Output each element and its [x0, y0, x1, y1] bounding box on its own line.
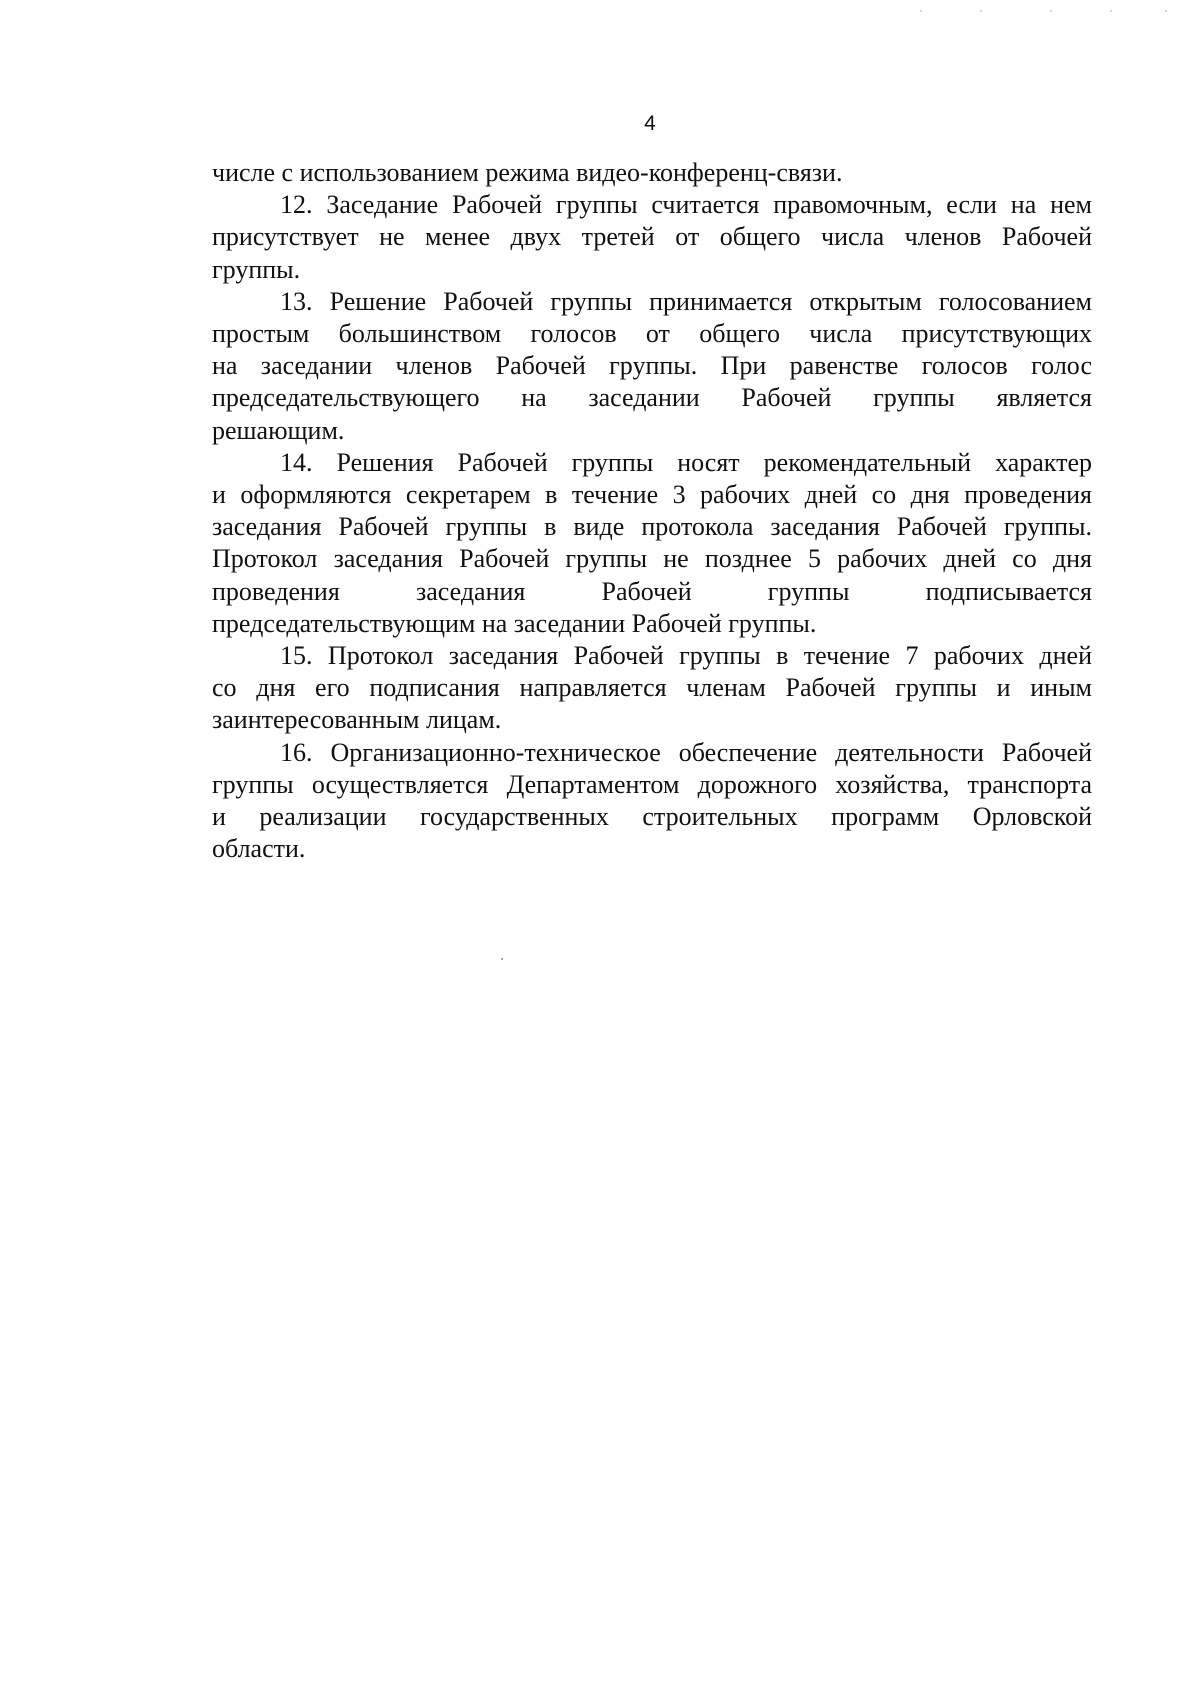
text-line: группы.	[212, 254, 301, 284]
text-line: 13. Решение Рабочей группы принимается открытым голосованием	[280, 286, 1092, 316]
paragraph-item-14	[212, 447, 1092, 640]
scan-artifact-marks	[920, 10, 1180, 16]
text-line: заинтересованным лицам.	[212, 705, 502, 735]
text-line: 12. Заседание Рабочей группы считается правомочным, если на нем	[280, 190, 1092, 220]
text-line: числе с использованием режима видео-конференц-связи.	[212, 158, 843, 187]
document-body	[212, 157, 1092, 865]
paragraph-item-13	[212, 286, 1092, 447]
page-number: 4	[644, 112, 656, 135]
paragraph-continuation	[212, 157, 1092, 189]
text-line: области.	[212, 834, 306, 864]
text-line: простым большинством голосов от общего числа присутствующих	[212, 319, 1092, 349]
paragraph-item-16	[212, 737, 1092, 866]
text-line: заседания Рабочей группы в виде протокола заседания Рабочей группы.	[212, 512, 1092, 542]
text-line: присутствует не менее двух третей от общего числа членов Рабочей	[212, 222, 1092, 252]
text-line: председательствующим на заседании Рабочей группы.	[212, 608, 817, 638]
paragraph-item-12	[212, 189, 1092, 286]
text-line: и реализации государственных строительных программ Орловской	[212, 802, 1092, 832]
text-line: группы осуществляется Департаментом дорожного хозяйства, транспорта	[212, 769, 1092, 799]
paragraph-item-15	[212, 640, 1092, 737]
text-line: 15. Протокол заседания Рабочей группы в течение 7 рабочих дней	[280, 641, 1092, 671]
text-line: Протокол заседания Рабочей группы не позднее 5 рабочих дней со дня	[212, 544, 1092, 574]
text-line: председательствующего на заседании Рабочей группы является	[212, 383, 1092, 413]
text-line: 14. Решения Рабочей группы носят рекомендательный характер	[280, 447, 1092, 477]
text-line: решающим.	[212, 415, 345, 445]
text-line: 16. Организационно-техническое обеспечение деятельности Рабочей	[280, 737, 1092, 767]
text-line: со дня его подписания направляется членам Рабочей группы и иным	[212, 673, 1092, 703]
scan-speck	[501, 958, 503, 960]
text-line: на заседании членов Рабочей группы. При равенстве голосов голос	[212, 351, 1092, 381]
text-line: и оформляются секретарем в течение 3 рабочих дней со дня проведения	[212, 480, 1092, 510]
text-line: проведения заседания Рабочей группы подписывается	[212, 576, 1092, 606]
